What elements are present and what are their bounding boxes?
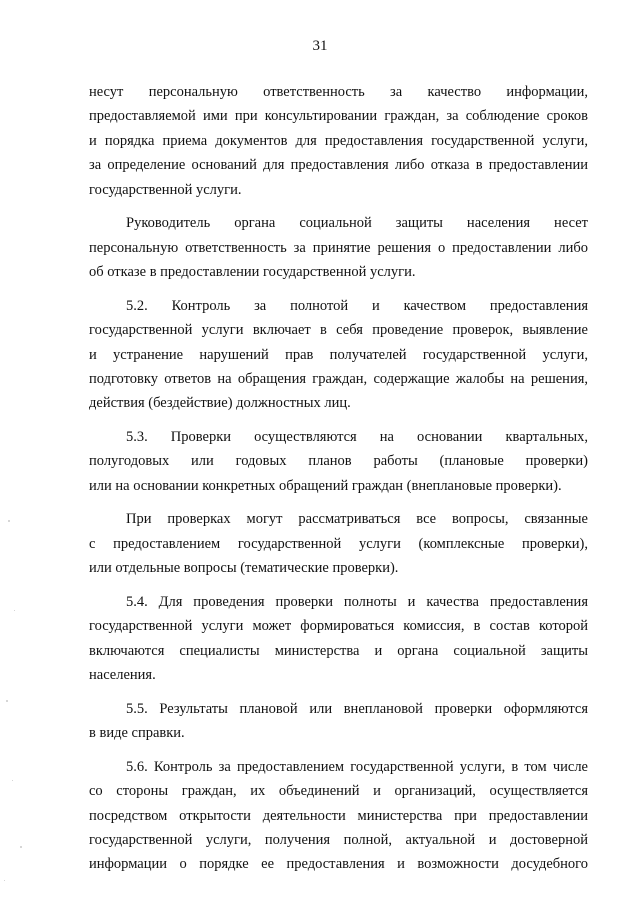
paragraph-head-responsibility: [89, 211, 588, 284]
text-line: государственной услуги может формироваться комиссия, в состав которой: [89, 618, 588, 635]
scan-speck: [6, 700, 8, 702]
text-line: полугодовых или годовых планов работы (плановые проверки): [89, 453, 588, 470]
paragraph-section-5-5: [89, 697, 588, 746]
text-line: Руководитель органа социальной защиты населения несет: [126, 215, 588, 232]
text-line: подготовку ответов на обращения граждан, содержащие жалобы на решения,: [89, 370, 588, 387]
text-line: со стороны граждан, их объединений и организаций, осуществляется: [89, 783, 588, 800]
text-line: 5.5. Результаты плановой или внеплановой проверки оформляются: [126, 700, 588, 717]
text-line: населения.: [89, 667, 156, 684]
text-line: с предоставлением государственной услуги (комплексные проверки),: [89, 535, 588, 552]
text-line: 5.3. Проверки осуществляются на основании квартальных,: [126, 428, 588, 445]
paragraph-section-5-2: [89, 294, 588, 416]
scan-speck: [14, 610, 15, 611]
paragraph-responsibility-continuation: [89, 80, 588, 202]
text-line: или отдельные вопросы (тематические проверки).: [89, 560, 399, 577]
text-line: 5.4. Для проведения проверки полноты и качества предоставления: [126, 593, 588, 610]
page-number: 31: [312, 38, 328, 54]
paragraph-inspection-scope: [89, 507, 588, 580]
text-line: государственной услуги включает в себя проведение проверок, выявление: [89, 322, 588, 339]
text-line: действия (бездействие) должностных лиц.: [89, 395, 351, 412]
paragraph-section-5-3: [89, 425, 588, 498]
text-line: или на основании конкретных обращений граждан (внеплановые проверки).: [89, 477, 562, 494]
text-line: При проверках могут рассматриваться все вопросы, связанные: [126, 511, 588, 528]
text-line: 5.2. Контроль за полнотой и качеством предоставления: [126, 297, 588, 314]
text-line: посредством открытости деятельности министерства при предоставлении: [89, 807, 588, 824]
text-line: в виде справки.: [89, 725, 185, 742]
text-line: несут персональную ответственность за качество информации,: [89, 84, 588, 100]
text-line: включаются специалисты министерства и органа социальной защиты: [89, 642, 588, 659]
text-line: 5.6. Контроль за предоставлением государственной услуги, в том числе: [126, 758, 588, 775]
text-line: информации о порядке ее предоставления и возможности досудебного: [89, 856, 588, 873]
text-line: персональную ответственность за принятие решения о предоставлении либо: [89, 239, 588, 256]
scan-speck: [4, 880, 5, 881]
text-line: государственной услуги.: [89, 181, 242, 198]
paragraph-section-5-4: [89, 590, 588, 688]
scan-speck: [20, 846, 22, 848]
text-line: и порядка приема документов для предоставления государственной услуги,: [89, 132, 588, 149]
text-line: и устранение нарушений прав получателей государственной услуги,: [89, 346, 588, 363]
scan-speck: [8, 520, 10, 522]
document-body: [89, 80, 588, 877]
text-line: предоставляемой ими при консультировании граждан, за соблюдение сроков: [89, 108, 588, 125]
text-line: государственной услуги, получения полной, актуальной и достоверной: [89, 832, 588, 849]
text-line: об отказе в предоставлении государственной услуги.: [89, 264, 416, 281]
text-line: за определение оснований для предоставления либо отказа в предоставлении: [89, 157, 588, 174]
scan-speck: [12, 780, 13, 781]
paragraph-section-5-6: [89, 755, 588, 877]
